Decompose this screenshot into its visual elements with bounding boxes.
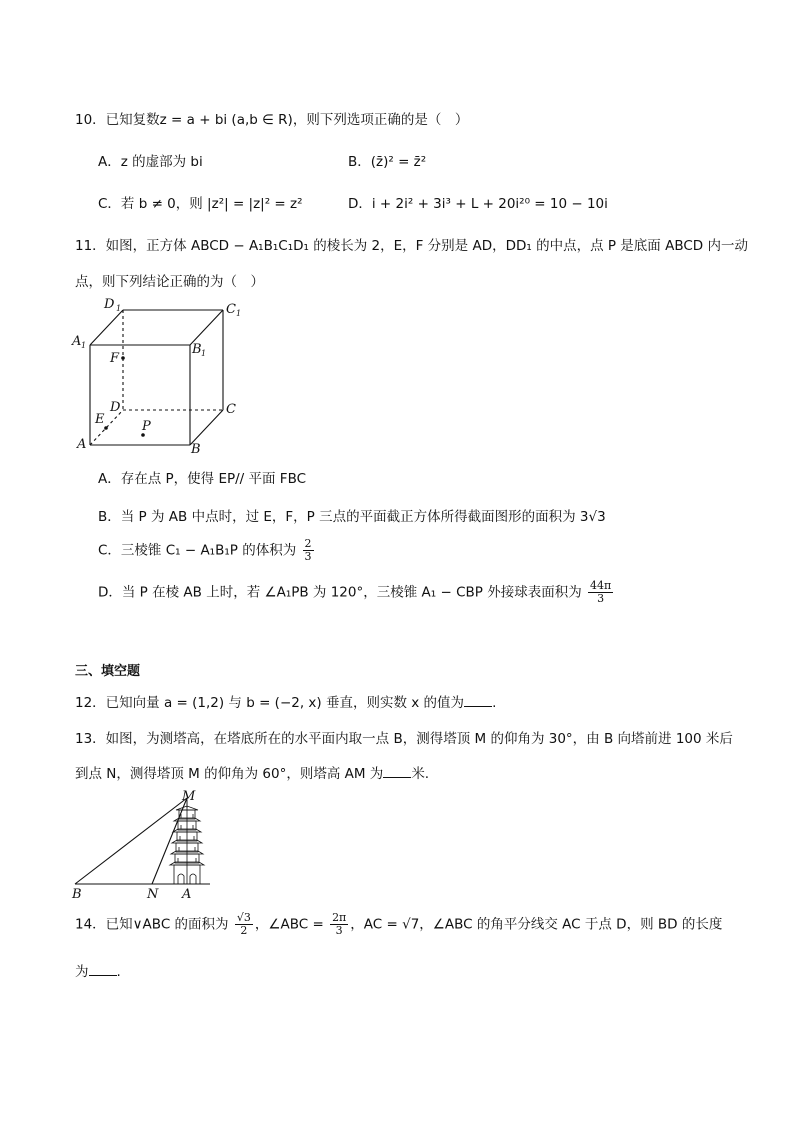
label-a: A bbox=[182, 887, 192, 900]
q11-option-c bbox=[98, 538, 316, 563]
q12-end: . bbox=[492, 695, 497, 711]
q14-fraction-angle-num: 2π bbox=[332, 911, 347, 924]
label-d1: D bbox=[104, 297, 115, 312]
q11-stem-line2: 点，则下列结论正确的为（ ） bbox=[75, 274, 264, 290]
q14-line1 bbox=[75, 912, 722, 937]
cube-figure bbox=[70, 295, 250, 460]
section-title-fill-in: 三、填空题 bbox=[75, 664, 141, 679]
tower-figure bbox=[70, 788, 220, 900]
q14-text-c: ，AC = √7，∠ABC 的角平分线交 AC 于点 D，则 BD 的长度 bbox=[350, 916, 723, 933]
q11-stem-line1: 11．如图，正方体 ABCD − A₁B₁C₁D₁ 的棱长为 2，E，F 分别是 AD，DD₁ 的中点，点 P 是底面 ABCD 内一动 bbox=[75, 238, 748, 254]
q11-option-b: B．当 P 为 AB 中点时，过 E，F，P 三点的平面截正方体所得截面图形的面积为 3√3 bbox=[98, 509, 606, 525]
q13-line2-end: 米. bbox=[411, 766, 430, 782]
q10-option-a: A．z 的虚部为 bi bbox=[98, 154, 203, 170]
q14-text-a: 14．已知∨ABC 的面积为 bbox=[75, 916, 229, 933]
label-b1: B bbox=[192, 342, 202, 357]
q13-blank bbox=[383, 765, 411, 778]
q14-fraction-area-num: √3 bbox=[236, 911, 251, 924]
label-c1-sub: 1 bbox=[236, 309, 242, 318]
q14-line2-text: 为 bbox=[75, 964, 89, 980]
q12-blank bbox=[464, 694, 492, 707]
label-a1: A bbox=[72, 334, 82, 349]
label-f: F bbox=[110, 351, 120, 366]
q13-line2-text: 到点 N，测得塔顶 M 的仰角为 60°，则塔高 AM 为 bbox=[75, 766, 384, 782]
q11-option-a: A．存在点 P，使得 EP// 平面 FBC bbox=[98, 471, 307, 487]
label-a: A bbox=[77, 437, 87, 452]
q14-text-b: ，∠ABC = bbox=[254, 916, 324, 933]
q11-option-c-fraction bbox=[303, 538, 314, 563]
q14-fraction-angle-den: 3 bbox=[335, 924, 343, 937]
q11-option-d bbox=[98, 580, 615, 605]
label-c: C bbox=[226, 402, 236, 417]
q10-option-b: B．(z̄)² = z̄² bbox=[348, 154, 427, 170]
q11-option-d-fraction bbox=[588, 580, 613, 605]
q12 bbox=[75, 691, 496, 711]
q10-stem: 10．已知复数z = a + bi (a,b ∈ R)，则下列选项正确的是（ ） bbox=[75, 112, 469, 128]
q11-option-d-text: D．当 P 在棱 AB 上时，若 ∠A₁PB 为 120°，三棱锥 A₁ − CBP 外接球表面积为 bbox=[98, 584, 582, 601]
q14-fraction-area bbox=[235, 912, 253, 937]
q14-line2 bbox=[75, 960, 121, 980]
q11-option-c-text: C．三棱锥 C₁ − A₁B₁P 的体积为 bbox=[98, 542, 297, 559]
q12-text: 12．已知向量 a = (1,2) 与 b = (−2, x) 垂直，则实数 x 的值为 bbox=[75, 695, 465, 711]
label-d1-sub: 1 bbox=[116, 304, 122, 313]
label-d: D bbox=[110, 400, 121, 415]
q13-line1: 13．如图，为测塔高，在塔底所在的水平面内取一点 B，测得塔顶 M 的仰角为 30°，由 B 向塔前进 100 米后 bbox=[75, 731, 733, 747]
point-f bbox=[121, 356, 125, 360]
label-c1: C bbox=[226, 302, 236, 317]
q10-option-c: C．若 b ≠ 0，则 |z²| = |z|² = z² bbox=[98, 196, 303, 212]
q11-option-d-num: 44π bbox=[590, 579, 612, 592]
label-a1-sub: 1 bbox=[81, 341, 87, 350]
label-m: M bbox=[182, 789, 196, 804]
point-e bbox=[104, 426, 108, 430]
q14-line2-end: . bbox=[116, 964, 121, 980]
q10-option-d: D．i + 2i² + 3i³ + L + 20i²⁰ = 10 − 10i bbox=[348, 196, 608, 212]
label-b: B bbox=[72, 887, 82, 900]
label-p: P bbox=[142, 419, 151, 434]
q11-option-d-den: 3 bbox=[597, 592, 605, 605]
q11-option-c-num: 2 bbox=[304, 537, 312, 550]
q14-fraction-area-den: 2 bbox=[240, 924, 248, 937]
q11-option-c-den: 3 bbox=[304, 550, 312, 563]
q13-line2 bbox=[75, 762, 429, 782]
label-e: E bbox=[95, 412, 105, 427]
q14-blank bbox=[89, 963, 117, 976]
label-b: B bbox=[191, 442, 201, 457]
label-n: N bbox=[147, 887, 159, 900]
q14-fraction-angle bbox=[330, 912, 348, 937]
label-b1-sub: 1 bbox=[201, 349, 207, 358]
